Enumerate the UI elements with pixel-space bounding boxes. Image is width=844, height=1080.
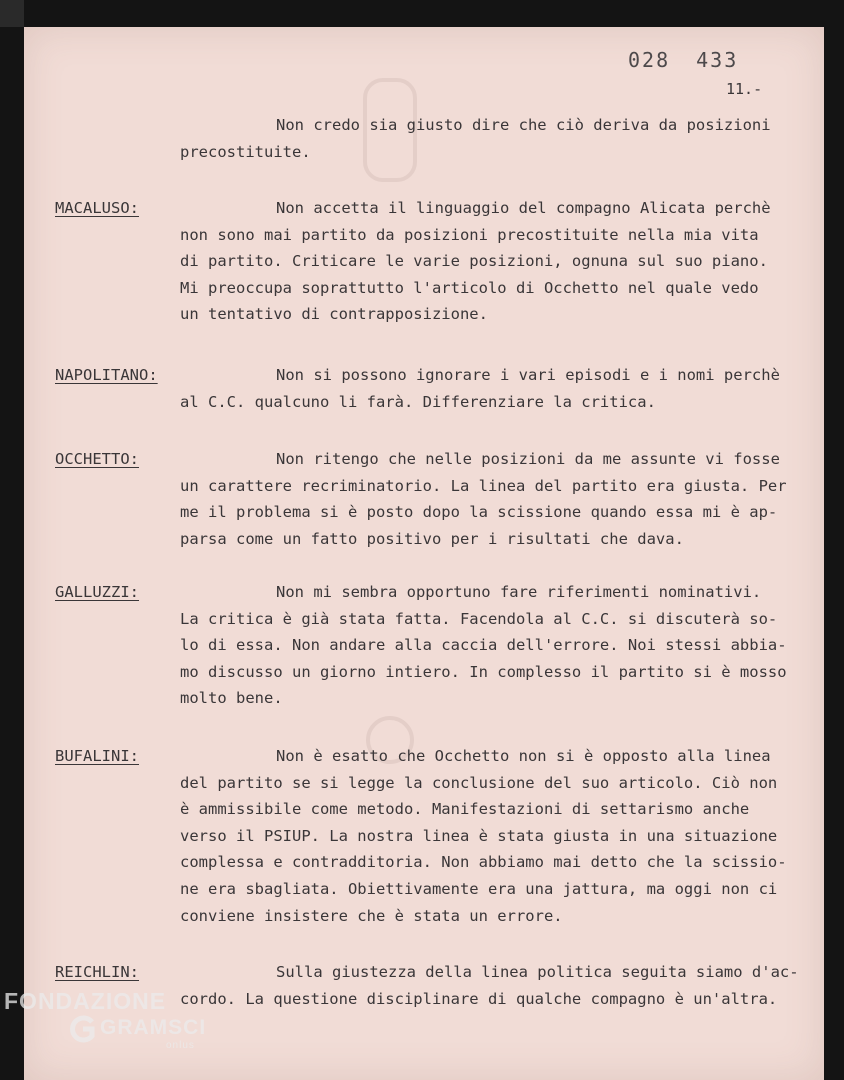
speech-line: lo di essa. Non andare alla caccia dell'errore. Noi stessi abbia- [180, 636, 787, 655]
speaker-name: OCCHETTO: [55, 450, 139, 468]
speech-line: complessa e contradditoria. Non abbiamo mai detto che la scissio- [180, 853, 787, 872]
speech-line: molto bene. [180, 689, 283, 708]
archive-number [628, 48, 764, 72]
speech-line: conviene insistere che è stata un errore. [180, 906, 563, 925]
speech-line: Non accetta il linguaggio del compagno Alicata perchè [276, 199, 771, 217]
speech-line: parsa come un fatto positivo per i risultati che dava. [180, 529, 684, 548]
speech-line: verso il PSIUP. La nostra linea è stata giusta in una situazione [180, 826, 778, 845]
speech-line: al C.C. qualcuno li farà. Differenziare la critica. [180, 392, 656, 411]
speaker-name: GALLUZZI: [55, 583, 139, 601]
logo-line-2: GRAMSCI [100, 1016, 207, 1039]
speech-line: Non si possono ignorare i vari episodi e i nomi perchè [276, 366, 780, 384]
speech-line: me il problema si è posto dopo la scissione quando essa mi è ap- [180, 503, 778, 522]
speech-line: cordo. La questione disciplinare di qualche compagno è un'altra. [180, 989, 778, 1008]
page-number: 11.- [726, 80, 763, 98]
logo-g-mark [68, 1014, 98, 1044]
speech-line: del partito se si legge la conclusione del suo articolo. Ciò non [180, 773, 778, 792]
speech-line: Non ritengo che nelle posizioni da me assunte vi fosse [276, 450, 780, 468]
intro-line: precostituite. [180, 142, 311, 161]
logo-line-1: FONDAZIONE [4, 988, 167, 1014]
archive-number-part-1: 028 [628, 48, 671, 72]
logo-line-3: onlus [166, 1040, 195, 1051]
speech-line: mo discusso un giorno intiero. In complesso il partito si è mosso [180, 662, 787, 681]
speaker-name: REICHLIN: [55, 963, 139, 981]
speech-line: un carattere recriminatorio. La linea del partito era giusta. Per [180, 476, 787, 495]
speech-line: La critica è già stata fatta. Facendola al C.C. si discuterà so- [180, 609, 778, 628]
speech-line: Non mi sembra opportuno fare riferimenti nominativi. [276, 583, 762, 601]
speaker-name: BUFALINI: [55, 747, 139, 765]
intro-line: Non credo sia giusto dire che ciò deriva da posizioni [276, 116, 771, 134]
speech-line: Non è esatto che Occhetto non si è opposto alla linea [276, 747, 771, 765]
archive-number-part-2: 433 [696, 48, 739, 72]
speech-line: è ammissibile come metodo. Manifestazioni di settarismo anche [180, 800, 750, 819]
speech-line: Mi preoccupa soprattutto l'articolo di Occhetto nel quale vedo [180, 278, 759, 297]
speech-line: un tentativo di contrapposizione. [180, 305, 488, 324]
speech-line: non sono mai partito da posizioni precostituite nella mia vita [180, 225, 759, 244]
speaker-name: MACALUSO: [55, 199, 139, 217]
speech-line: ne era sbagliata. Obiettivamente era una jattura, ma oggi non ci [180, 880, 778, 898]
speech-line: Sulla giustezza della linea politica seguita siamo d'ac- [276, 963, 799, 981]
speech-line: di partito. Criticare le varie posizioni, ognuna sul suo piano. [180, 252, 768, 271]
background-edge [0, 0, 24, 27]
speaker-name: NAPOLITANO: [55, 366, 158, 384]
foundation-logo [4, 988, 214, 1058]
